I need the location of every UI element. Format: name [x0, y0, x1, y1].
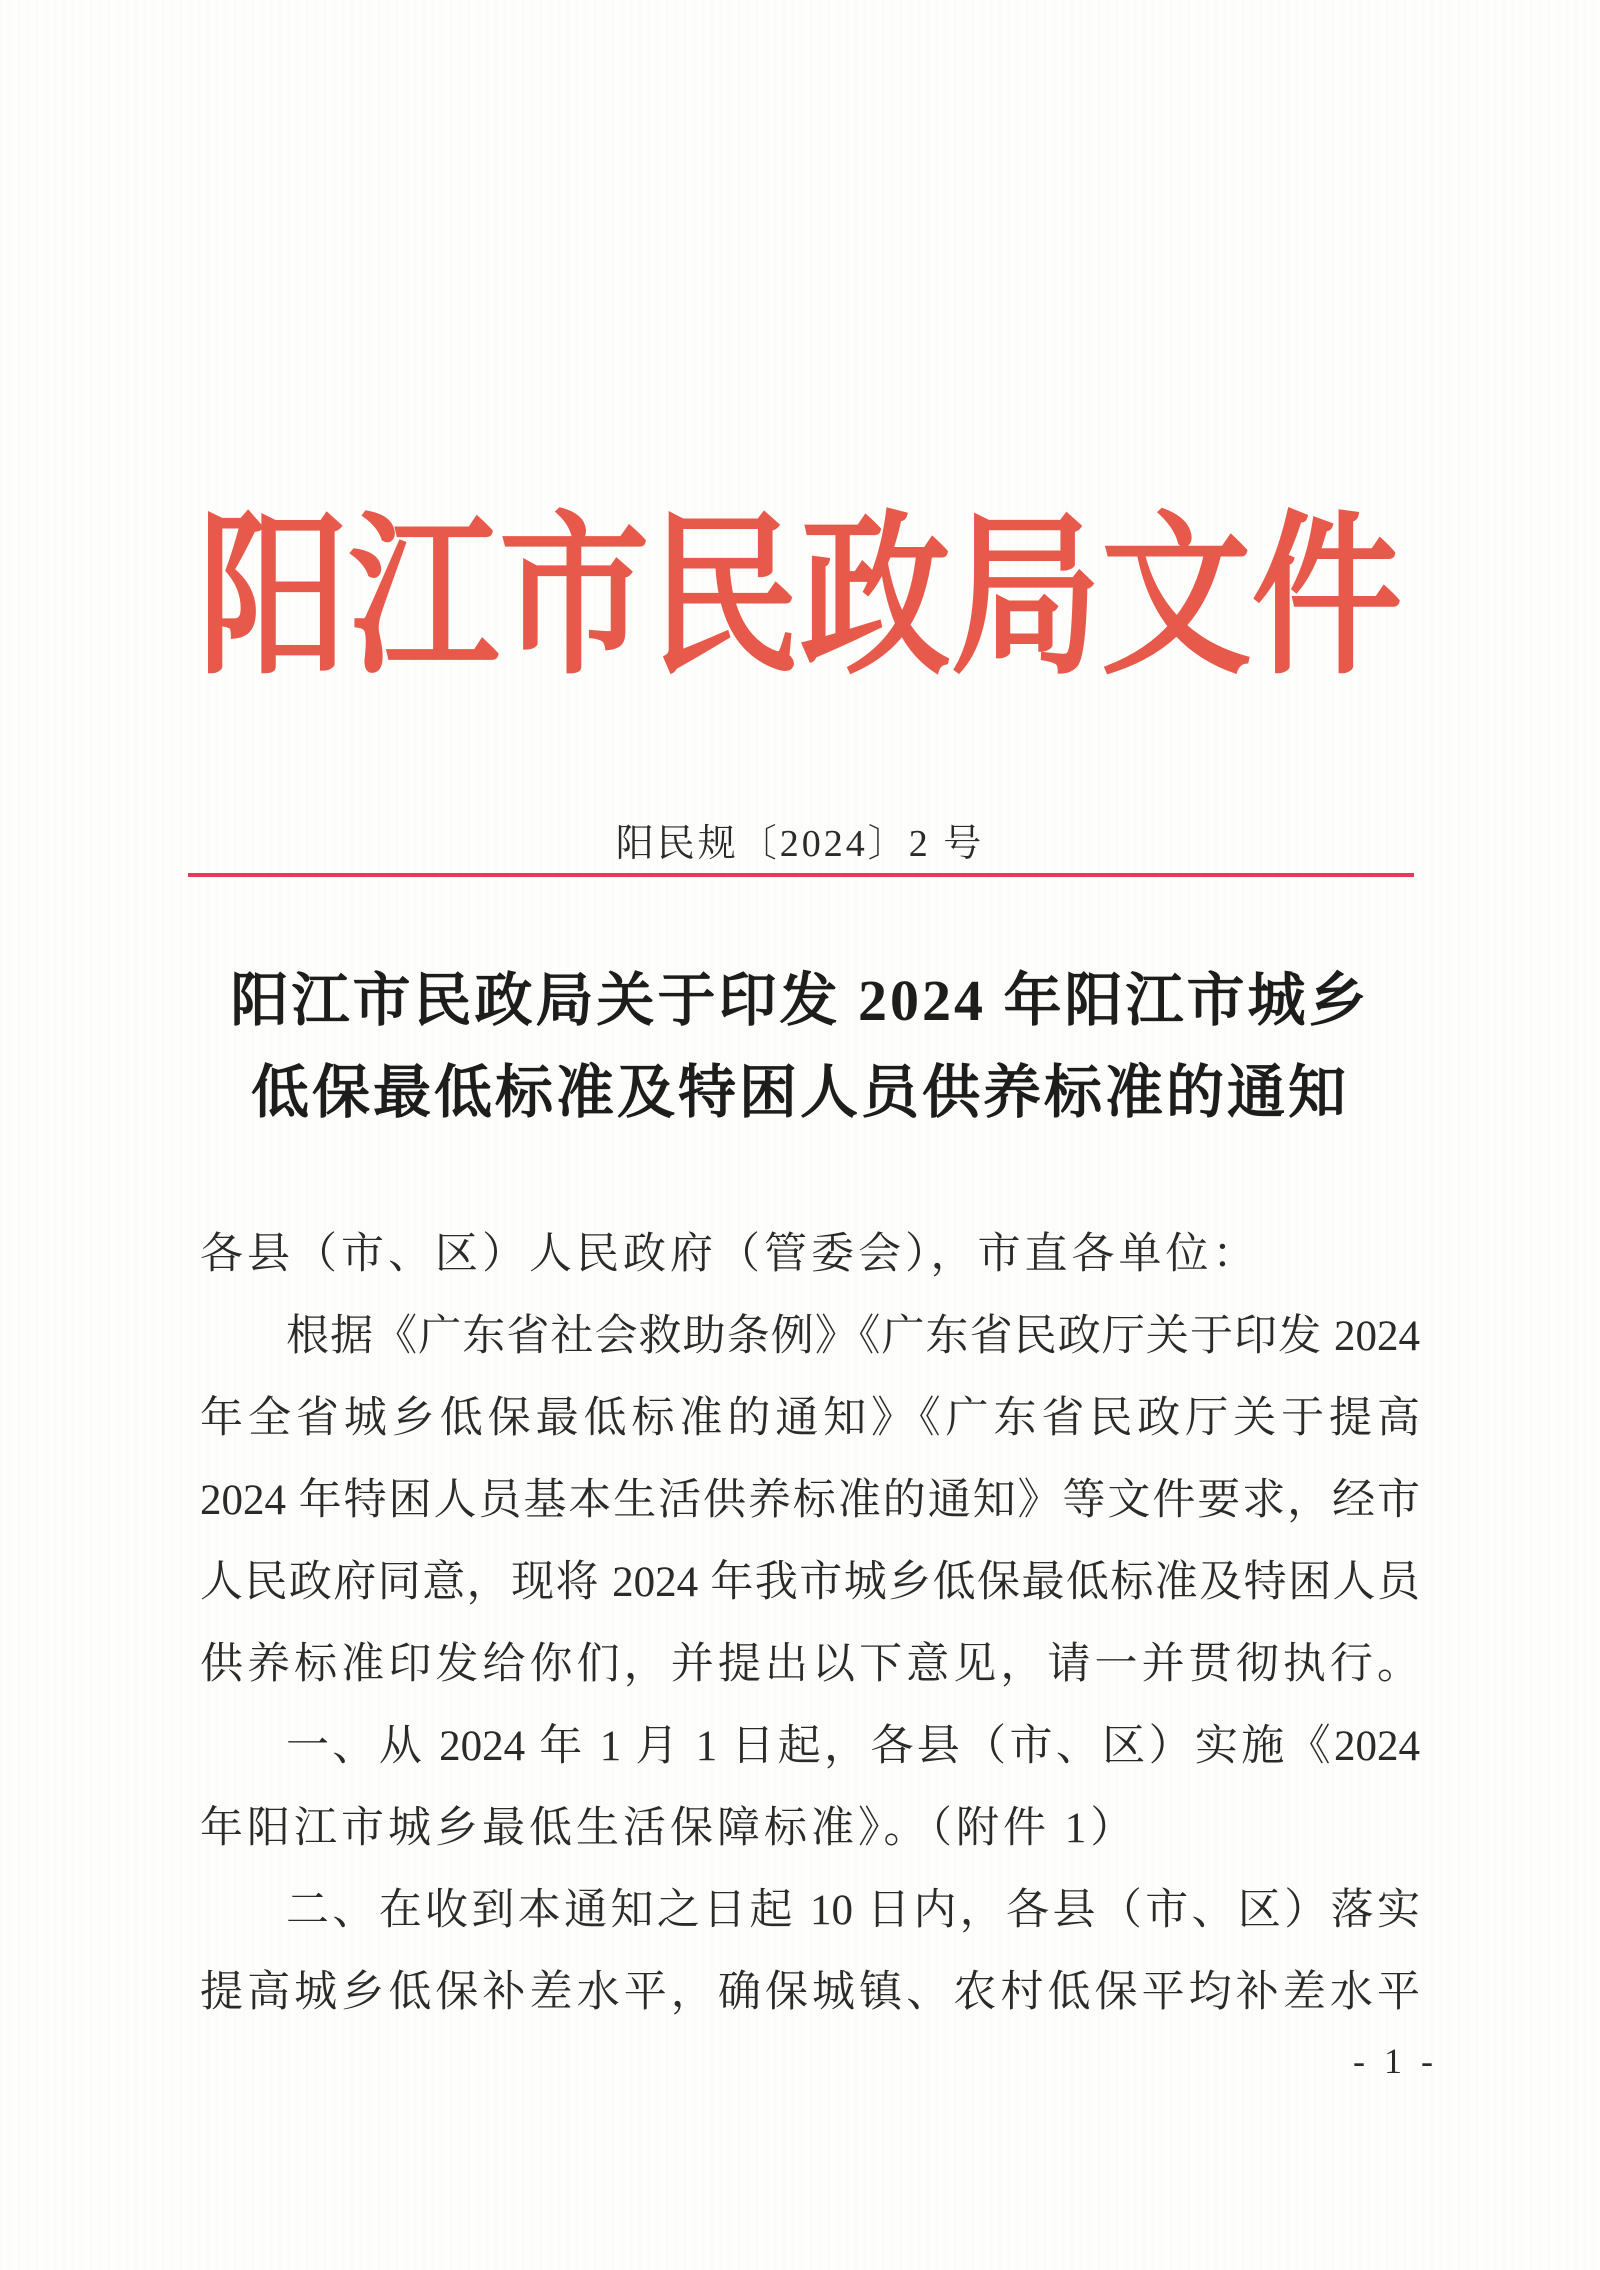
agency-header-title: 阳江市民政局文件	[198, 501, 1402, 695]
body-line: 2024 年特困人员基本生活供养标准的通知》等文件要求，经市	[200, 1477, 1420, 1524]
body-line: 供养标准印发给你们，并提出以下意见，请一并贯彻执行。	[200, 1641, 1420, 1688]
body-line: 提高城乡低保补差水平，确保城镇、农村低保平均补差水平	[200, 1969, 1420, 2016]
body-line-item-one: 一、从 2024 年 1 月 1 日起，各县（市、区）实施《2024	[286, 1723, 1420, 1770]
document-title-line2: 低保最低标准及特困人员供养标准的通知	[250, 1060, 1349, 1125]
document-reference-number: 阳民规〔2024〕2 号	[615, 823, 985, 865]
document-body	[200, 1214, 1420, 2034]
body-line: 年阳江市城乡最低生活保障标准》。（附件 1）	[200, 1805, 1138, 1852]
body-line: 根据《广东省社会救助条例》《广东省民政厅关于印发 2024	[286, 1313, 1420, 1360]
body-line: 年全省城乡低保最低标准的通知》《广东省民政厅关于提高	[200, 1395, 1420, 1442]
red-divider-line	[188, 873, 1414, 877]
document-title-line1: 阳江市民政局关于印发 2024 年阳江市城乡	[230, 968, 1370, 1033]
body-line-item-two: 二、在收到本通知之日起 10 日内，各县（市、区）落实	[286, 1887, 1420, 1934]
document-header	[0, 501, 1600, 743]
page-number: - 1 -	[1353, 2041, 1438, 2081]
body-line: 人民政府同意，现将 2024 年我市城乡低保最低标准及特困人员	[200, 1559, 1420, 1606]
salutation-line: 各县（市、区）人民政府（管委会），市直各单位：	[200, 1231, 1260, 1278]
document-title	[0, 955, 1600, 1139]
